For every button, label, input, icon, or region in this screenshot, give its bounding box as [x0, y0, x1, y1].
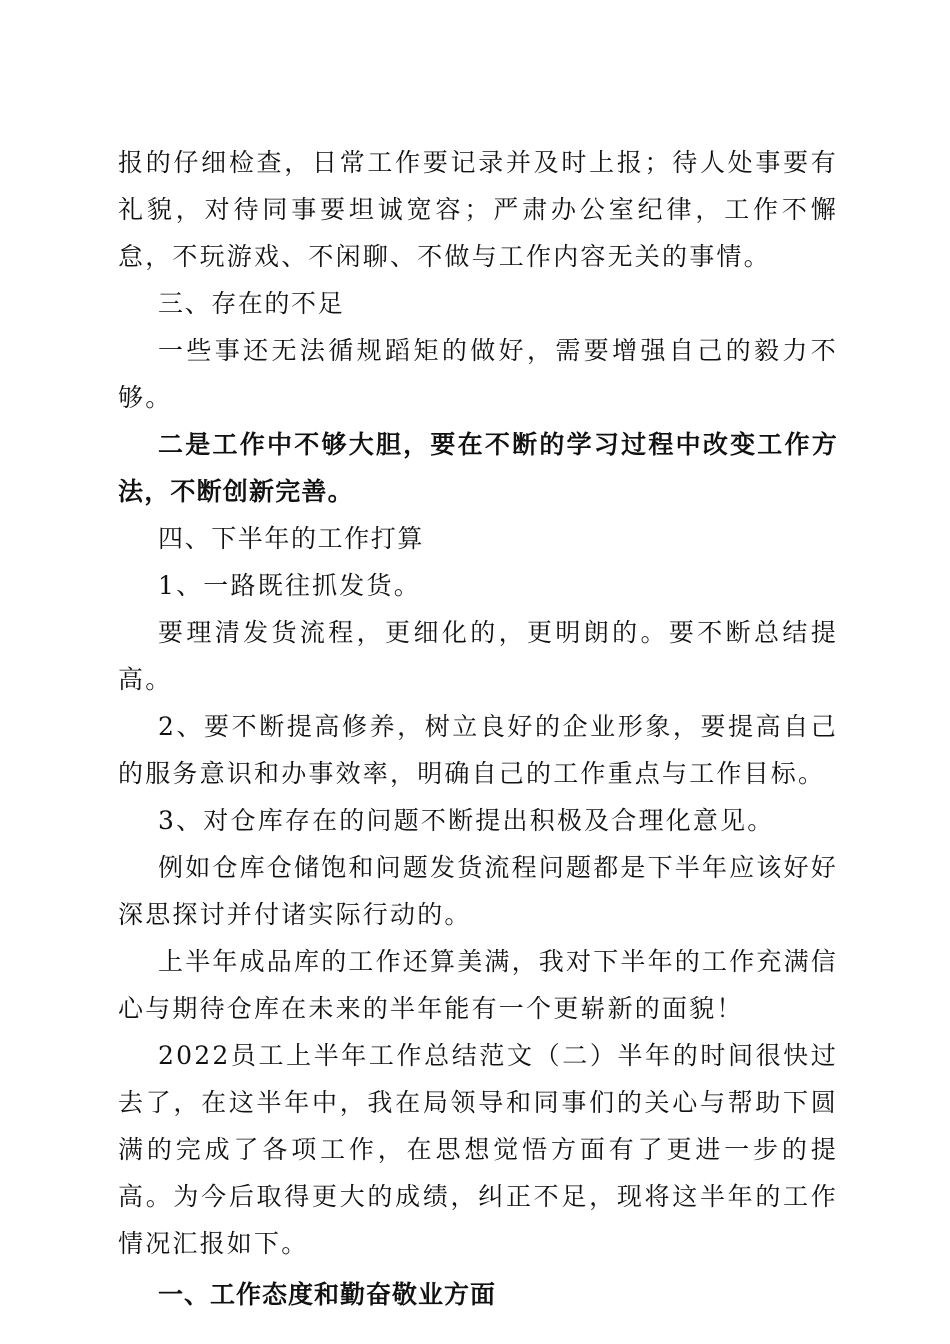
list-item: 1、一路既往抓发货。: [158, 571, 421, 600]
paragraph: 一些事还无法循规蹈矩的做好，需要增强自己的毅力不够。: [118, 336, 838, 412]
section-heading-plan: 四、下半年的工作打算: [158, 524, 425, 553]
paragraph: 例如仓库仓储饱和问题发货流程问题都是下半年应该好好深思探讨并付诸实际行动的。: [118, 853, 839, 929]
paragraph: 要理清发货流程，更细化的，更明朗的。要不断总结提高。: [118, 618, 838, 694]
list-item: 3、对仓库存在的问题不断提出积极及合理化意见。: [158, 806, 775, 835]
paragraph: 上半年成品库的工作还算美满，我对下半年的工作充满信心与期待仓库在未来的半年能有一个更崭新的面貌！: [118, 947, 839, 1023]
paragraph-continuation: 报的仔细检查，日常工作要记录并及时上报；待人处事要有礼貌，对待同事要坦诚宽容；严肃办公室纪律，工作不懈怠，不玩游戏、不闲聊、不做与工作内容无关的事情。: [118, 148, 838, 271]
paragraph-bold: 二是工作中不够大胆，要在不断的学习过程中改变工作方法，不断创新完善。: [118, 430, 838, 506]
section-heading-attitude: 一、工作态度和勤奋敬业方面: [158, 1280, 497, 1309]
section-heading-shortcomings: 三、存在的不足: [158, 289, 345, 318]
list-item: 2、要不断提高修养，树立良好的企业形象，要提高自己的服务意识和办事效率，明确自己的工作重点与工作目标。: [118, 712, 838, 788]
paragraph: 2022员工上半年工作总结范文（二）半年的时间很快过去了，在这半年中，我在局领导和同事们的关心与帮助下圆满的完成了各项工作，在思想觉悟方面有了更进一步的提高。为今后取得更大的成绩，纠正不足，现将这半年的工作情况汇报如下。: [118, 1041, 838, 1258]
document-body: [118, 139, 838, 1318]
